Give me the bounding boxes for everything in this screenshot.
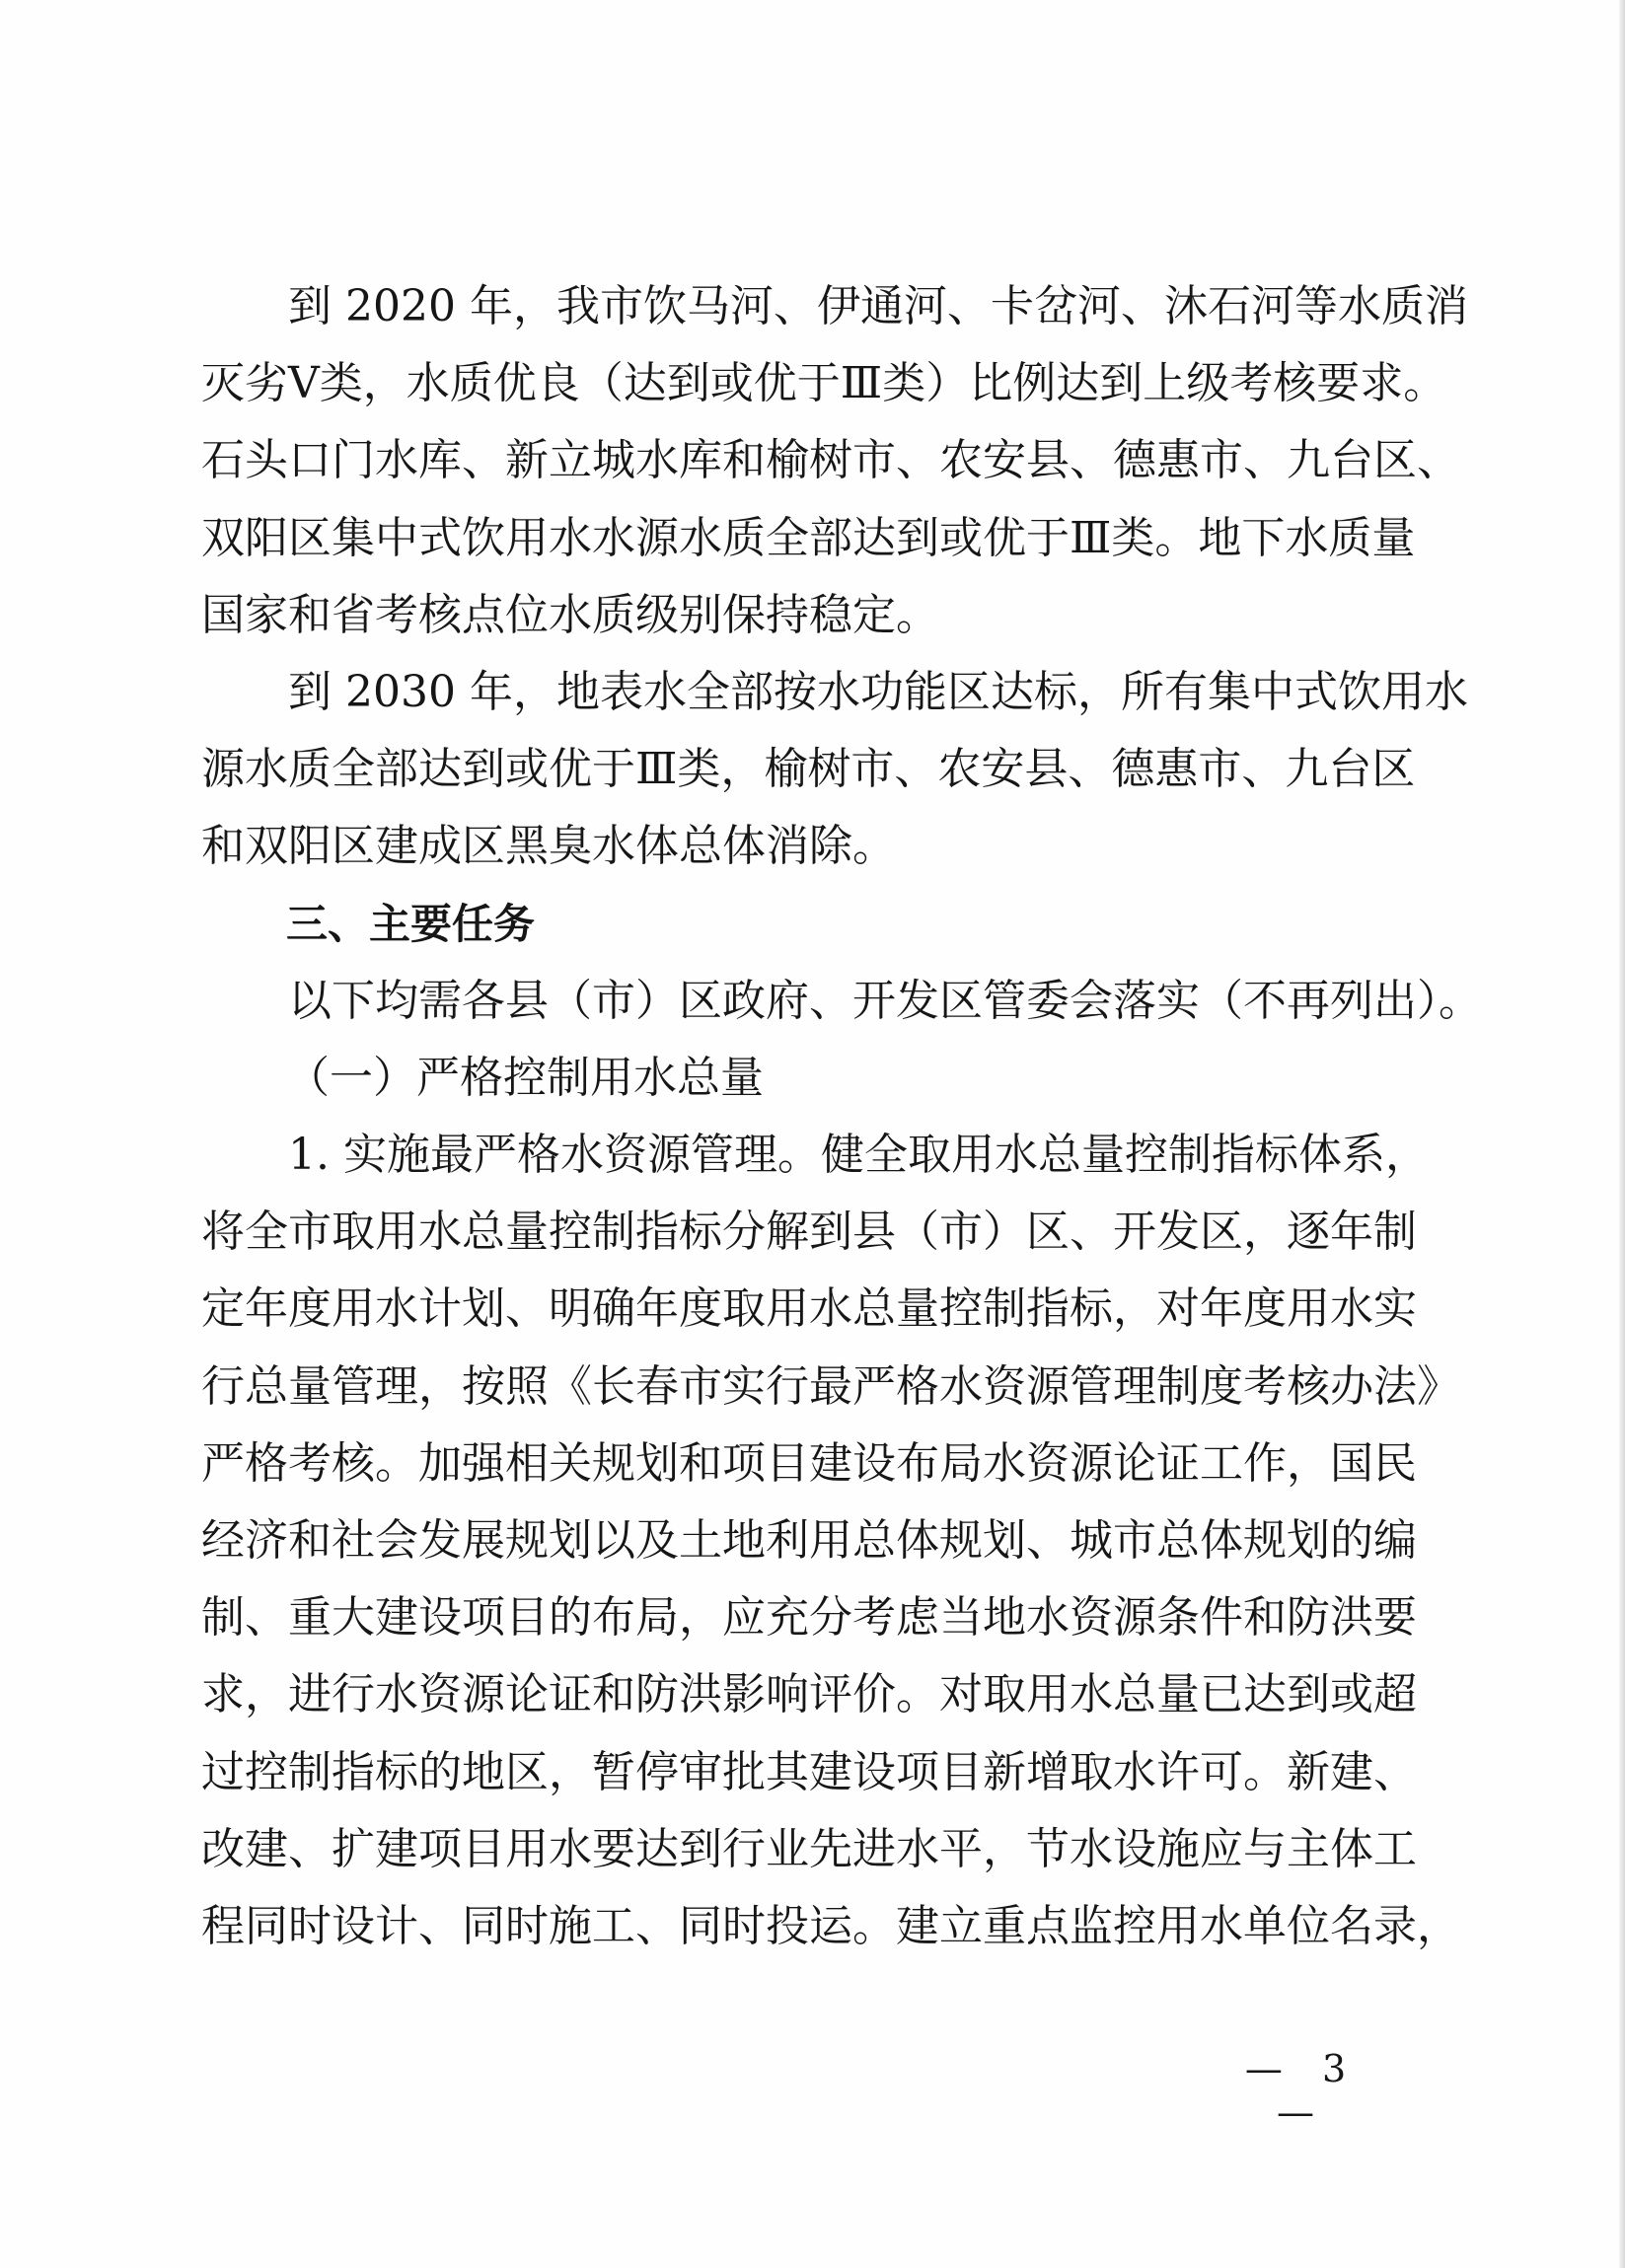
text-line: 制、重大建设项目的布局，应充分考虑当地水资源条件和防洪要: [201, 1592, 1417, 1644]
text-line: 到 2030 年，地表水全部按水功能区达标，所有集中式饮用水: [288, 666, 1468, 717]
text-line: 到 2020 年，我市饮马河、伊通河、卡岔河、沐石河等水质消: [288, 281, 1468, 331]
text-line: 严格考核。加强相关规划和项目建设布局水资源论证工作，国民: [201, 1437, 1417, 1489]
document-body: [201, 268, 1482, 1965]
section-heading: 三、主要任务: [286, 899, 536, 948]
paragraph-task-1: [201, 1117, 1460, 1965]
page-number: — 3 —: [1244, 2047, 1361, 2134]
paragraph-2030-target: [201, 654, 1468, 886]
text-line: 和双阳区建成区黑臭水体总体消除。: [201, 821, 896, 872]
text-line: 程同时设计、同时施工、同时投运。建立重点监控用水单位名录，: [201, 1900, 1460, 1951]
subsection-heading: （一）严格控制用水总量: [286, 1052, 764, 1103]
scan-edge: [1619, 0, 1625, 2268]
text-line: 经济和社会发展规划以及土地利用总体规划、城市总体规划的编: [201, 1515, 1417, 1566]
text-line: 改建、扩建项目用水要达到行业先进水平，节水设施应与主体工: [201, 1823, 1417, 1874]
text-line: 行总量管理，按照《长春市实行最严格水资源管理制度考核办法》: [201, 1360, 1460, 1412]
implementation-note: 以下均需各县（市）区政府、开发区管委会落实（不再列出）。: [288, 975, 1482, 1026]
text-line: 定年度用水计划、明确年度取用水总量控制指标，对年度用水实: [201, 1283, 1417, 1335]
text-line: 灭劣Ⅴ类，水质优良（达到或优于Ⅲ类）比例达到上级考核要求。: [201, 358, 1447, 409]
text-line: 源水质全部达到或优于Ⅲ类，榆树市、农安县、德惠市、九台区: [201, 744, 1416, 795]
text-line: 过控制指标的地区，暂停审批其建设项目新增取水许可。新建、: [201, 1746, 1417, 1797]
paragraph-2020-target: [201, 268, 1468, 654]
text-line: 1. 实施最严格水资源管理。健全取用水总量控制指标体系，: [288, 1130, 1429, 1181]
text-line: 求，进行水资源论证和防洪影响评价。对取用水总量已达到或超: [201, 1669, 1417, 1720]
text-line: 国家和省考核点位水质级别保持稳定。: [201, 589, 939, 640]
text-line: 石头口门水库、新立城水库和榆树市、农安县、德惠市、九台区、: [201, 435, 1460, 486]
text-line: 将全市取用水总量控制指标分解到县（市）区、开发区，逐年制: [201, 1207, 1417, 1258]
text-line: 双阳区集中式饮用水水源水质全部达到或优于Ⅲ类。地下水质量: [201, 512, 1416, 563]
